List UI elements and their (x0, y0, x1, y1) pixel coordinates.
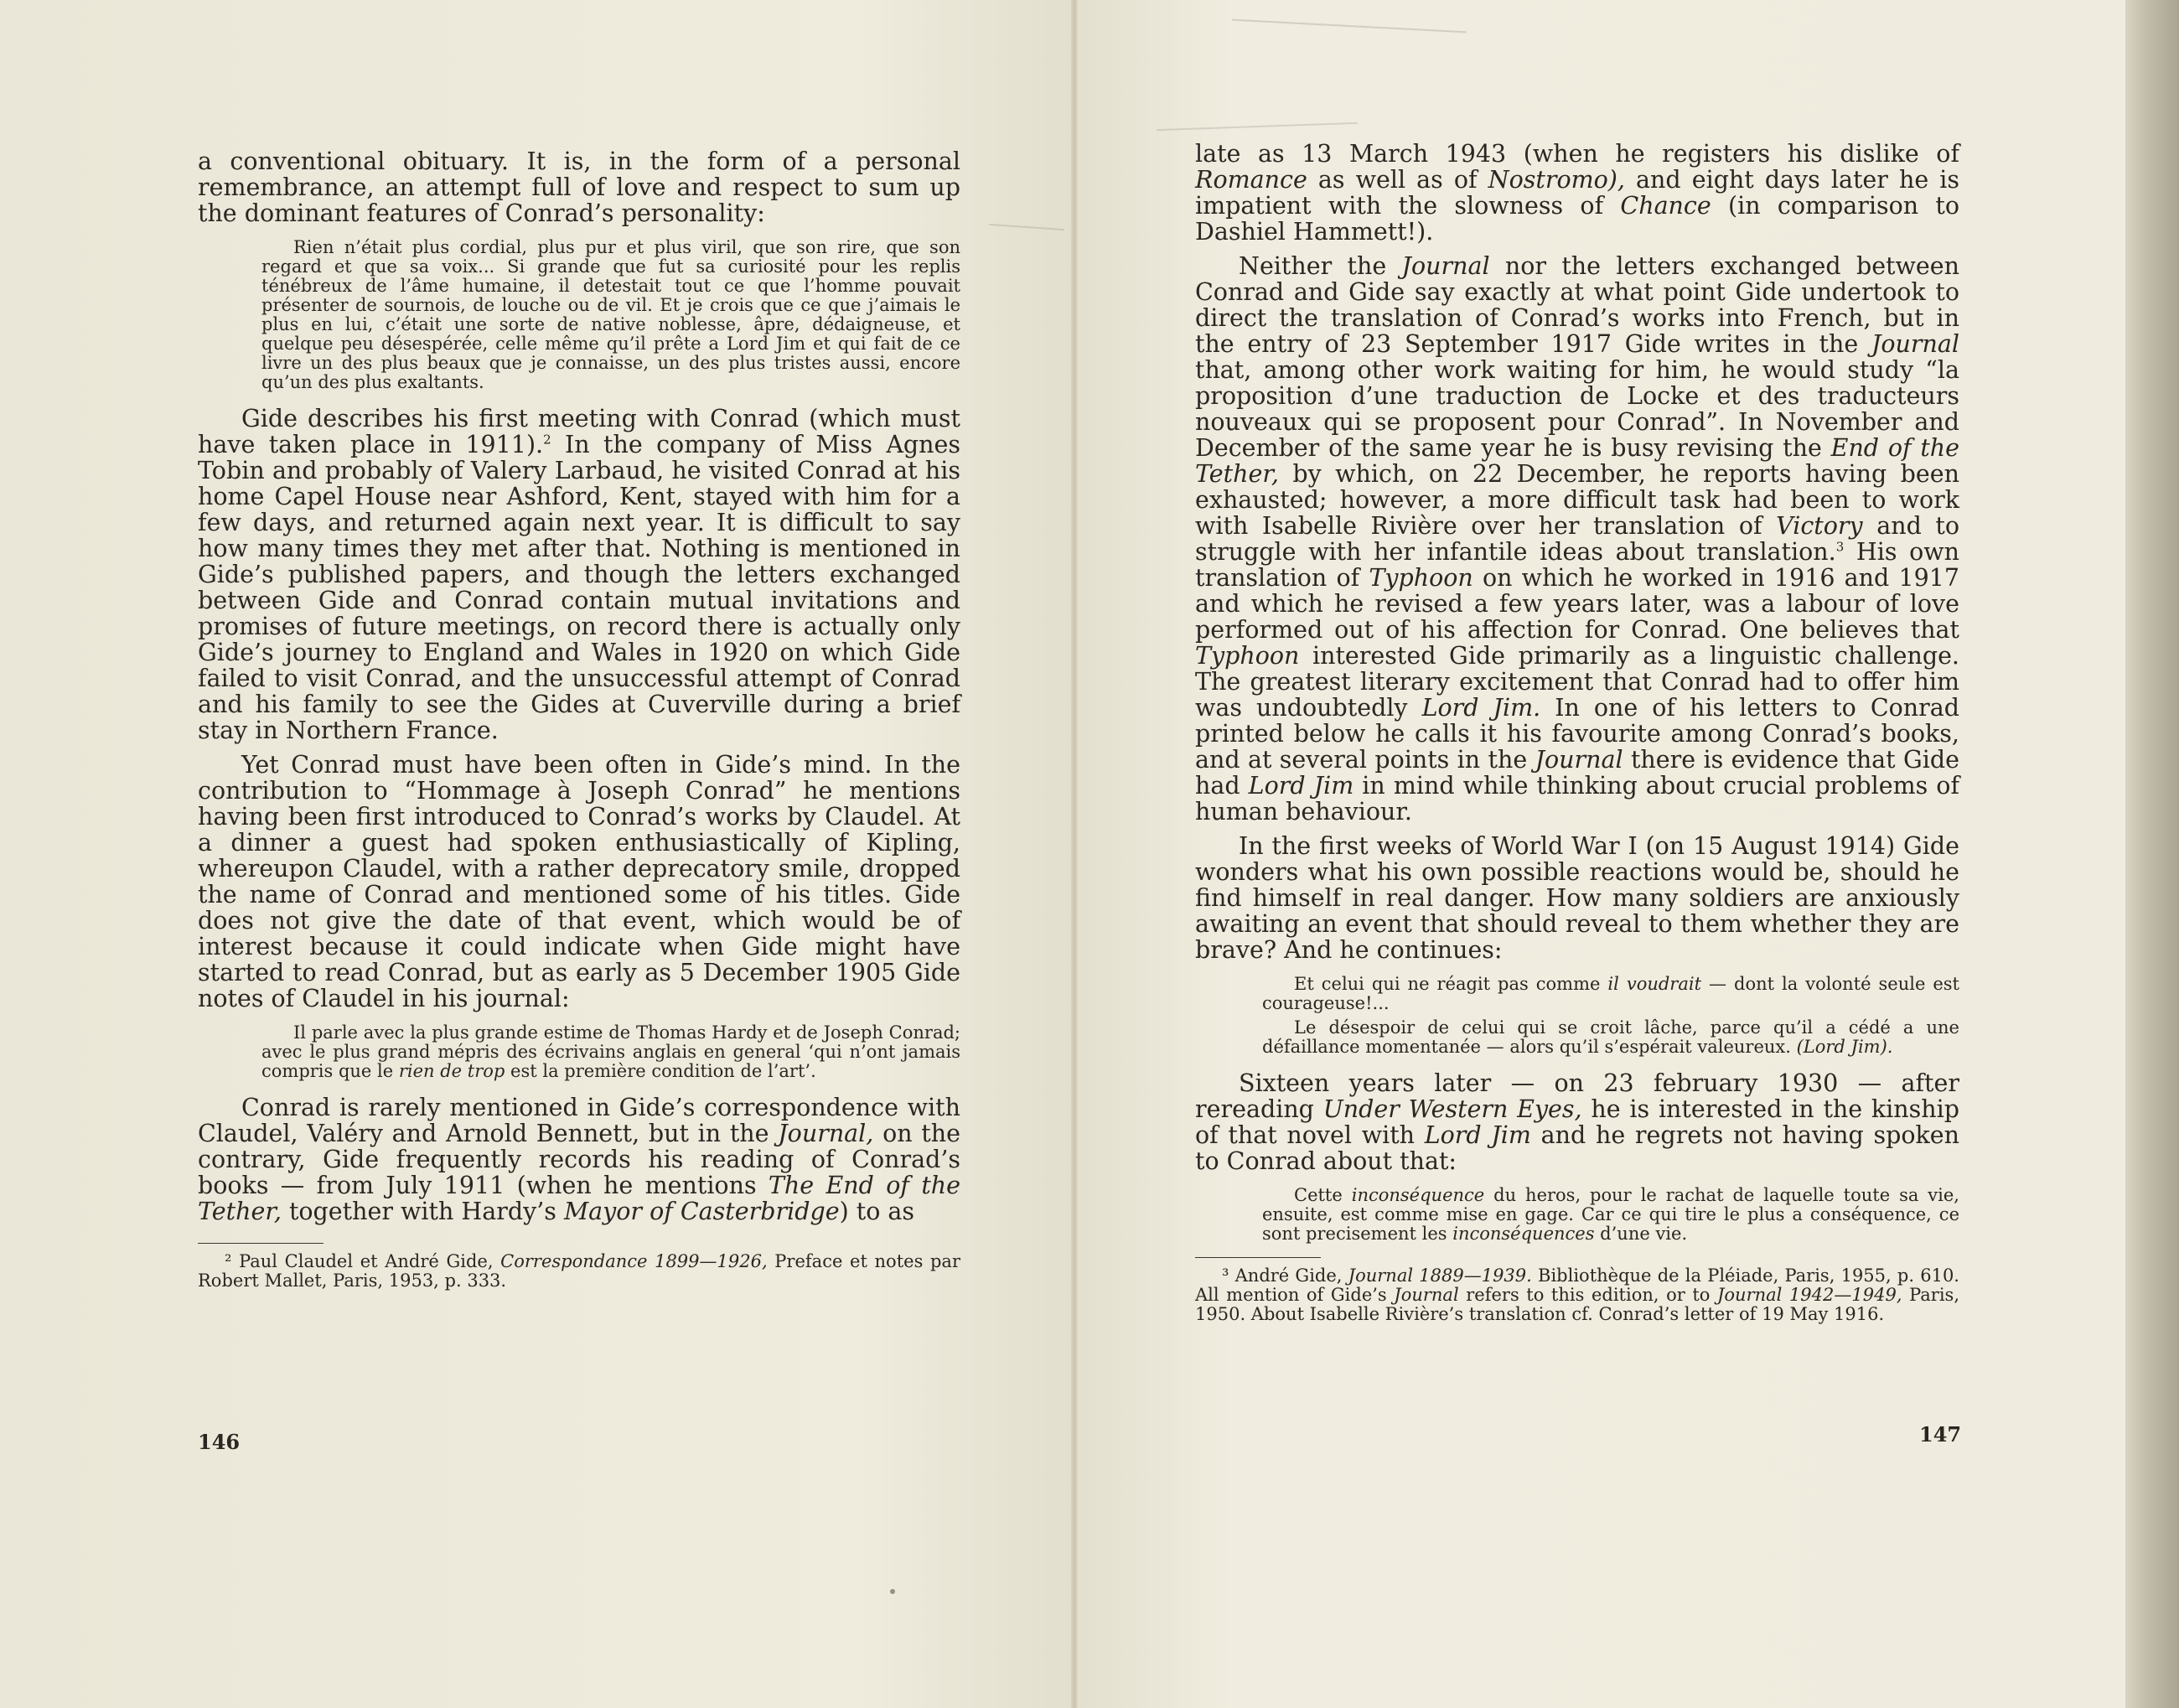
footnote-number: ³ (1222, 1265, 1229, 1286)
text-run: Et celui qui ne réagit pas comme (1294, 974, 1608, 994)
italic-run: inconséquences (1452, 1224, 1595, 1244)
text-run: Sixteen years later — on 23 february 1930 — after rereading (1195, 1069, 1959, 1123)
text-run: interested Gide primarily as a linguistic challenge. The greatest literary excitement that Conrad had to offer him was undoubtedly (1195, 642, 1959, 722)
italic-run: Journal (1871, 330, 1959, 358)
right-body (1195, 1070, 1959, 1174)
text-run: and to struggle with her infantile ideas about translation. (1195, 512, 1959, 566)
italic-run: Victory (1776, 512, 1863, 540)
text-run: refers to this edition, or to (1458, 1285, 1717, 1305)
footnote-rule (198, 1243, 323, 1244)
footnote-number: ² (225, 1251, 232, 1271)
italic-run: Mayor of Casterbridge (563, 1198, 840, 1225)
text-run: ) to as (839, 1198, 915, 1225)
quote-text (261, 1023, 960, 1081)
page-number-left: 146 (198, 1430, 241, 1454)
footnote-ref: 2 (543, 432, 551, 448)
italic-run: Chance (1620, 192, 1711, 220)
text-run: in mind while thinking about crucial problems of human behaviour. (1195, 772, 1960, 826)
footnote-text (1195, 1266, 1959, 1324)
block-quote (1262, 975, 1959, 1057)
book-gutter (1071, 0, 1078, 1708)
text-run: that, among other work waiting for him, he would study “la proposition d’une traduction de Locke et des traducteurs nouveaux qui se proposent pour Conrad”. In November and December of the same year he is busy revising the (1195, 356, 1959, 462)
quote-text: Rien n’était plus cordial, plus pur et plus viril, que son rire, que son regard et que sa voix... Si grande que fut sa curiosité pour les replis ténébreux de l’âme humaine, il detestait tout ce que l’homme pouvait présenter de sournois, de louche ou de vil. Et je crois que ce que j’aimais le plus en lui, c’était une sorte de native noblesse, âpre, dédaigneuse, et quelque peu désespérée, celle même qu’il prête a Lord Jim et qui fait de ce livre un des plus beaux que je connaisse, un des plus tristes aussi, encore qu’un des plus exaltants. (261, 237, 960, 392)
text-run: and he regrets not having spoken to Conrad about that: (1195, 1121, 1959, 1175)
italic-run: Lord Jim. (1421, 694, 1541, 722)
text-run: Conrad is rarely mentioned in Gide’s correspondence with Claudel, Valéry and Arnold Bennett, but in the (198, 1094, 960, 1147)
footnote (198, 1252, 960, 1291)
text-run: André Gide, (1229, 1265, 1348, 1286)
italic-run: Romance (1195, 166, 1307, 194)
footnote-text (198, 1252, 960, 1291)
italic-run: Journal (1394, 1285, 1459, 1305)
left-column (198, 148, 960, 1291)
italic-run: Journal (1401, 252, 1490, 280)
text-run: by which, on 22 December, he reports having been exhausted; however, a more difficult task had been to work with Isabelle Rivière over her translation of (1195, 460, 1959, 540)
block-quote (261, 238, 960, 392)
paper-speck (890, 1589, 895, 1594)
text-run: (in comparison to Dashiel Hammett!). (1195, 192, 1959, 246)
italic-run: inconséquence (1351, 1185, 1485, 1205)
paragraph (198, 1095, 960, 1224)
quote-text (1262, 1186, 1959, 1244)
text-run: Il parle avec la plus grande estime de Thomas Hardy et de Joseph Conrad; avec le plus grand mépris des écrivains anglais en general ‘qui n’ont jamais compris que le (261, 1022, 960, 1081)
right-body (1195, 141, 1959, 963)
page-number-right: 147 (1919, 1422, 1962, 1447)
text-run: Neither the (1239, 252, 1402, 280)
right-column (1195, 141, 1959, 1324)
page-edge (2125, 0, 2179, 1708)
text-run: est la première condition de l’art’. (505, 1061, 816, 1081)
italic-run: Journal 1942—1949, (1717, 1285, 1902, 1305)
left-body (198, 406, 960, 1012)
italic-run: (Lord Jim). (1796, 1037, 1893, 1057)
text-run: Bibliothèque de la Pléiade, Paris, 1955, p. 610. All mention of Gide’s (1195, 1265, 1959, 1305)
text-run: nor the letters exchanged between Conrad and Gide say exactly at what point Gide undertook to direct the translation of Conrad’s works into French, but in the entry of 23 September 1917 Gide writes in the (1195, 252, 1959, 358)
italic-run: rien de trop (398, 1061, 505, 1081)
italic-run: End of the Tether, (1195, 434, 1959, 488)
paragraph (198, 406, 960, 743)
block-quote (261, 1023, 960, 1081)
text-run: Le désespoir de celui qui se croit lâche, parce qu’il a cédé a une défaillance momentanée — alors qu’il s’espérait valeureux. (1262, 1017, 1959, 1057)
footnote-rule (1195, 1257, 1321, 1258)
left-body (198, 148, 960, 226)
text-run: Preface et notes par Robert Mallet, Paris, 1953, p. 333. (198, 1251, 960, 1291)
text-run: there is evidence that Gide had (1195, 746, 1959, 800)
paragraph (1195, 253, 1959, 825)
text-run: Paris, 1950. About Isabelle Rivière’s translation cf. Conrad’s letter of 19 May 1916. (1195, 1285, 1959, 1324)
footnote-ref: 3 (1835, 539, 1845, 555)
italic-run: Journal 1889—1939. (1348, 1265, 1532, 1286)
text-run: Gide describes his first meeting with Conrad (which must have taken place in 1911). (198, 405, 960, 458)
text-run: on which he worked in 1916 and 1917 and which he revised a few years later, was a labour of love performed out of his affection for Conrad. One believes that (1195, 564, 1959, 644)
text-run: du heros, pour le rachat de laquelle toute sa vie, ensuite, est comme mise en gage. Car ce qui tire le plus a conséquence, ce sont precisement les (1262, 1185, 1959, 1244)
italic-run: Journal (1535, 746, 1623, 774)
text-run: d’une vie. (1594, 1224, 1688, 1244)
text-run: In one of his letters to Conrad printed below he calls it his favourite among Conrad’s books, and at several points in the (1195, 694, 1959, 774)
text-run: and eight days later he is impatient with the slowness of (1195, 166, 1960, 220)
text-run: Paul Claudel et André Gide, (231, 1251, 501, 1271)
text-run: he is interested in the kinship of that novel with (1195, 1095, 1959, 1149)
italic-run: The End of the Tether, (198, 1172, 960, 1225)
text-run: — dont la volonté seule est courageuse!... (1262, 974, 1959, 1013)
left-body (198, 1095, 960, 1224)
quote-text (1262, 975, 1959, 1013)
italic-run: Journal, (778, 1120, 874, 1147)
italic-run: il voudrait (1607, 974, 1702, 994)
text-run: In the company of Miss Agnes Tobin and probably of Valery Larbaud, he visited Conrad at his home Capel House near Ashford, Kent, stayed with him for a few days, and returned again next year. It is difficult to say how many times they met after that. Nothing is mentioned in Gide’s published papers, and though the letters exchanged between Gide and Conrad contain mutual invitations and promises of future meetings, on record there is actually only Gide’s journey to England and Wales in 1920 on which Gide failed to visit Conrad, and the unsuccessful attempt of Conrad and his family to see the Gides at Cuverville during a brief stay in Northern France. (198, 431, 960, 744)
text-run: as well as of (1307, 166, 1488, 194)
italic-run: Typhoon (1369, 564, 1473, 592)
paragraph (1195, 1070, 1959, 1174)
italic-run: Lord Jim (1424, 1121, 1531, 1149)
text-run: His own translation of (1195, 538, 1959, 592)
italic-run: Lord Jim (1248, 772, 1354, 800)
italic-run: Nostromo), (1488, 166, 1625, 194)
text-run: late as 13 March 1943 (when he registers his dislike of (1195, 140, 1959, 168)
footnote (1195, 1266, 1959, 1324)
paragraph (1195, 141, 1959, 245)
text-run: on the contrary, Gide frequently records his reading of Conrad’s books — from July 1911 (when he mentions (198, 1120, 960, 1199)
quote-text (1262, 1018, 1959, 1057)
paragraph: In the first weeks of World War I (on 15 August 1914) Gide wonders what his own possible reactions would be, should he find himself in real danger. How many soldiers are anxiously awaiting an event that should reveal to them whether they are brave? And he continues: (1195, 832, 1959, 964)
paragraph: Yet Conrad must have been often in Gide’s mind. In the contribution to “Hommage à Joseph Conrad” he mentions having been first introduced to Conrad’s works by Claudel. At a dinner a guest had spoken enthusiastically of Kipling, whereupon Claudel, with a rather deprecatory smile, dropped the name of Conrad and mentioned some of his titles. Gide does not give the date of that event, which would be of interest because it could indicate when Gide might have started to read Conrad, but as early as 5 December 1905 Gide notes of Claudel in his journal: (198, 751, 960, 1012)
italic-run: Correspondance 1899—1926, (500, 1251, 768, 1271)
text-run: together with Hardy’s (281, 1198, 564, 1225)
italic-run: Typhoon (1195, 642, 1300, 670)
italic-run: Under Western Eyes, (1322, 1095, 1582, 1123)
block-quote (1262, 1186, 1959, 1244)
paragraph: a conventional obituary. It is, in the form of a personal remembrance, an attempt full of love and respect to sum up the dominant features of Conrad’s personality: (198, 148, 960, 227)
text-run: Cette (1294, 1185, 1352, 1205)
